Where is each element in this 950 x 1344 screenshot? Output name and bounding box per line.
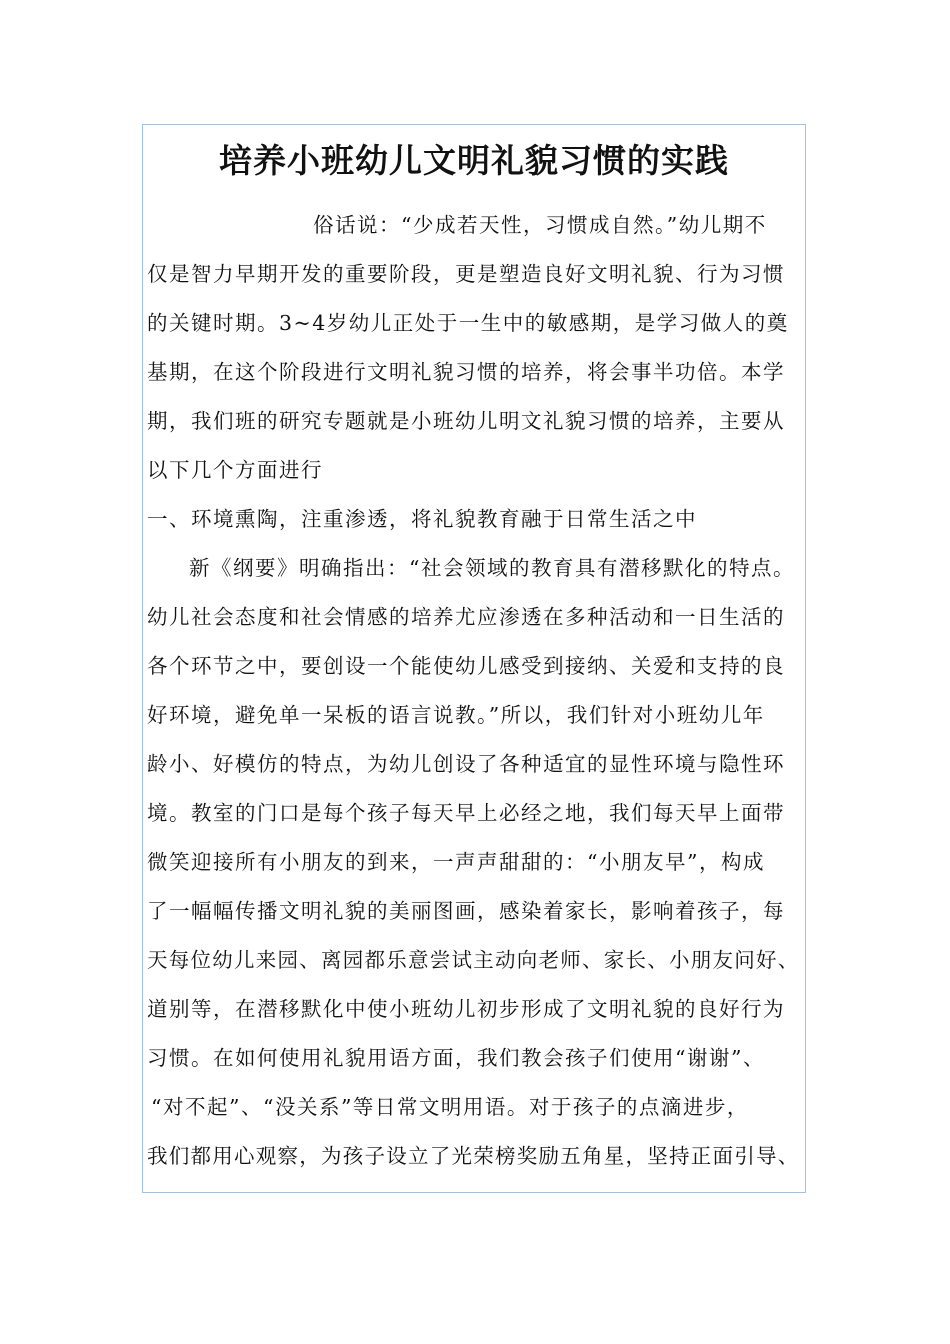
text-line: 境。教室的门口是每个孩子每天早上必经之地，我们每天早上面带 [147,801,785,825]
document-page [142,124,806,1193]
text-line: 幼儿社会态度和社会情感的培养尤应渗透在多种活动和一日生活的 [147,605,785,629]
text-line: 了一幅幅传播文明礼貌的美丽图画，感染着家长，影响着孩子，每 [147,899,785,923]
text-line: 新《纲要》明确指出：“社会领域的教育具有潜移默化的特点。 [189,556,795,580]
text-line: 仅是智力早期开发的重要阶段，更是塑造良好文明礼貌、行为习惯 [147,262,785,286]
text-line: 微笑迎接所有小朋友的到来，一声声甜甜的：“小朋友早”，构成 [147,850,765,874]
text-line: 好环境，避免单一呆板的语言说教。”所以，我们针对小班幼儿年 [147,703,765,727]
text-line: 以下几个方面进行 [147,458,323,482]
text-line: 习惯。在如何使用礼貌用语方面，我们教会孩子们使用“谢谢”、 [147,1046,765,1070]
text-line: 我们都用心观察，为孩子设立了光荣榜奖励五角星，坚持正面引导、 [147,1144,800,1168]
text-line: 的关键时期。3~4岁幼儿正处于一生中的敏感期，是学习做人的奠 [147,311,789,335]
text-line: “对不起”、“没关系”等日常文明用语。对于孩子的点滴进步， [151,1095,749,1119]
text-line: 天每位幼儿来园、离园都乐意尝试主动向老师、家长、小朋友问好、 [147,948,800,972]
text-line: 各个环节之中，要创设一个能使幼儿感受到接纳、关爱和支持的良 [147,654,785,678]
text-line: 俗话说：“少成若天性，习惯成自然。”幼儿期不 [313,213,767,237]
text-line: 龄小、好模仿的特点，为幼儿创设了各种适宜的显性环境与隐性环 [147,752,785,776]
section-heading: 一、环境熏陶，注重渗透，将礼貌教育融于日常生活之中 [147,507,697,531]
text-line: 期，我们班的研究专题就是小班幼儿明文礼貌习惯的培养，主要从 [147,409,785,433]
text-line: 道别等，在潜移默化中使小班幼儿初步形成了文明礼貌的良好行为 [147,997,785,1021]
text-line: 基期，在这个阶段进行文明礼貌习惯的培养，将会事半功倍。本学 [147,360,785,384]
document-title: 培养小班幼儿文明礼貌习惯的实践 [219,141,729,180]
